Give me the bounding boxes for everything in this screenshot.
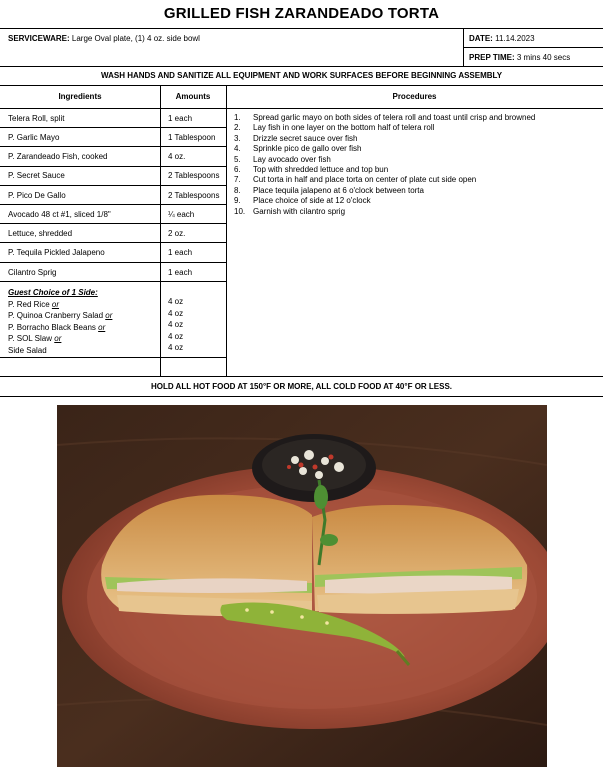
step-text: Lay avocado over fish — [253, 154, 331, 164]
ingredient-name: Cilantro Sprig — [8, 268, 57, 277]
side-option-conj: or — [51, 299, 60, 309]
serviceware — [8, 34, 200, 43]
procedure-step — [234, 144, 535, 154]
ingredient-amount: 4 oz. — [168, 152, 186, 161]
divider — [0, 66, 603, 67]
step-number: 7. — [234, 175, 241, 185]
procedures-list — [234, 113, 535, 217]
divider — [226, 85, 227, 376]
procedure-step — [234, 186, 535, 196]
side-option — [8, 345, 112, 357]
ingredient-name: P. Tequila Pickled Jalapeno — [8, 248, 105, 257]
side-option-name: P. SOL Slaw — [8, 334, 53, 344]
procedure-step — [234, 207, 535, 217]
guest-choice-heading: Guest Choice of 1 Side: — [8, 288, 98, 297]
date-value: 11.14.2023 — [495, 34, 535, 43]
guest-choice — [8, 287, 112, 357]
ingredient-name: P. Pico De Gallo — [8, 191, 66, 200]
divider — [0, 28, 603, 29]
step-number: 6. — [234, 165, 241, 175]
ingredient-name: P. Zarandeado Fish, cooked — [8, 152, 108, 161]
divider — [160, 85, 161, 376]
prep-time-value: 3 mins 40 secs — [516, 53, 571, 62]
serviceware-label: SERVICEWARE: — [8, 34, 70, 43]
step-number: 9. — [234, 196, 241, 206]
side-option-amount: 4 oz — [168, 308, 184, 318]
side-option-amount: 4 oz — [168, 343, 184, 353]
side-option-amount: 4 oz — [168, 331, 184, 341]
divider — [0, 396, 603, 397]
step-number: 8. — [234, 185, 241, 195]
ingredient-name: Telera Roll, split — [8, 114, 65, 123]
side-option-name: P. Red Rice — [8, 299, 50, 309]
side-option — [8, 333, 112, 345]
prep-time-label: PREP TIME: — [469, 53, 515, 62]
step-number: 10. — [234, 206, 246, 216]
ingredient-name: P. Garlic Mayo — [8, 133, 60, 142]
procedure-step — [234, 175, 535, 185]
date — [469, 34, 535, 43]
ingredient-amount: 2 Tablespoons — [168, 171, 220, 180]
divider — [463, 47, 603, 48]
amounts-header: Amounts — [175, 92, 211, 101]
divider — [0, 85, 603, 86]
step-text: Cut torta in half and place torta on center of plate cut side open — [253, 175, 477, 185]
procedure-step — [234, 165, 535, 175]
procedure-step — [234, 134, 535, 144]
step-text: Top with shredded lettuce and top bun — [253, 165, 389, 175]
side-option-name: P. Borracho Black Beans — [8, 322, 96, 332]
ingredient-amount: 1 each — [168, 114, 193, 123]
ingredient-name: P. Secret Sauce — [8, 171, 65, 180]
procedure-step — [234, 196, 535, 206]
divider — [0, 108, 603, 109]
hold-notice: HOLD ALL HOT FOOD AT 150°F OR MORE, ALL COLD FOOD AT 40°F OR LESS. — [150, 382, 453, 391]
procedure-step — [234, 123, 535, 133]
step-text: Sprinkle pico de gallo over fish — [253, 144, 362, 154]
step-text: Place tequila jalapeno at 6 o'clock between torta — [253, 185, 424, 195]
ingredient-amount: 2 Tablespoons — [168, 191, 220, 200]
step-number: 4. — [234, 144, 241, 154]
step-number: 1. — [234, 113, 241, 122]
step-number: 2. — [234, 123, 241, 133]
step-text: Lay fish in one layer on the bottom half of telera roll — [253, 123, 435, 133]
side-option-name: P. Quinoa Cranberry Salad — [8, 311, 104, 321]
side-option-conj: or — [98, 322, 106, 332]
food-photo — [57, 405, 547, 767]
side-option — [8, 299, 112, 311]
side-option-conj: or — [54, 334, 62, 344]
prep-time — [469, 53, 570, 62]
step-text: Garnish with cilantro sprig — [253, 206, 346, 216]
serviceware-value: Large Oval plate, (1) 4 oz. side bowl — [71, 34, 200, 43]
step-number: 5. — [234, 154, 241, 164]
guest-choice-amounts — [168, 296, 183, 354]
ingredient-name: Lettuce, shredded — [8, 229, 73, 238]
date-label: DATE: — [469, 34, 493, 43]
ingredients-header: Ingredients — [58, 92, 102, 101]
procedure-step — [234, 113, 535, 123]
recipe-title: GRILLED FISH ZARANDEADO TORTA — [0, 0, 603, 29]
ingredient-name: Avocado 48 ct #1, sliced 1/8" — [8, 210, 111, 219]
ingredient-amount: 1 Tablespoon — [168, 133, 216, 142]
ingredient-amount: 1 each — [168, 268, 193, 277]
ingredient-amount: 1 each — [168, 248, 193, 257]
side-option — [8, 310, 112, 322]
side-option-conj: or — [105, 311, 113, 321]
side-option-name: Side Salad — [8, 345, 47, 355]
procedure-step — [234, 155, 535, 165]
side-option-amount: 4 oz — [168, 320, 184, 330]
step-number: 3. — [234, 133, 241, 143]
step-text: Place choice of side at 12 o'clock — [253, 196, 371, 206]
ingredient-amount: ¼ each — [168, 210, 195, 219]
ingredient-amount: 2 oz. — [168, 229, 186, 238]
step-text: Spread garlic mayo on both sides of telera roll and toast until crisp and browned — [253, 113, 536, 122]
side-option — [8, 322, 112, 334]
divider — [0, 376, 603, 377]
procedures-header: Procedures — [392, 92, 437, 101]
step-text: Drizzle secret sauce over fish — [253, 133, 358, 143]
wash-notice: WASH HANDS AND SANITIZE ALL EQUIPMENT AND WORK SURFACES BEFORE BEGINNING ASSEMBLY — [100, 71, 503, 80]
side-option-amount: 4 oz — [168, 297, 184, 306]
